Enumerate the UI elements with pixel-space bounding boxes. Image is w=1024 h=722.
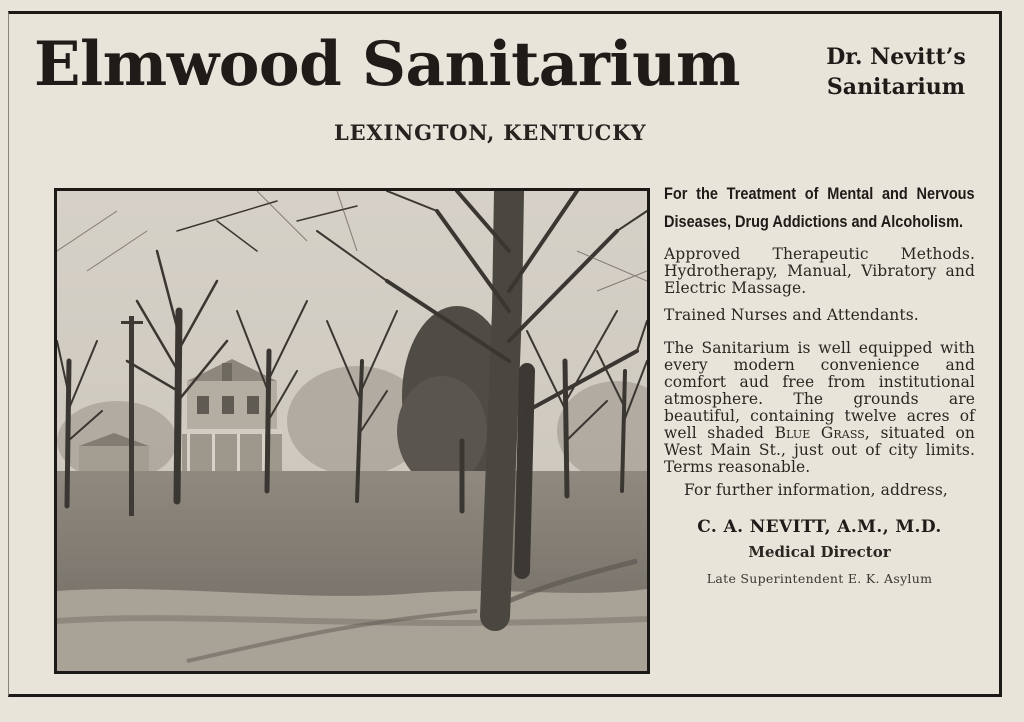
director-title: Medical Director xyxy=(748,543,891,561)
blue-grass-term: Blue Grass xyxy=(774,424,865,442)
description-paragraph xyxy=(664,340,975,476)
director-name: C. A. NEVITT, A.M., M.D. xyxy=(697,517,942,537)
page-title: Elmwood Sanitarium xyxy=(34,29,740,100)
text-column xyxy=(664,180,975,586)
location-heading: LEXINGTON, KENTUCKY xyxy=(334,120,647,145)
subtitle-line-1: Dr. Nevitt’s xyxy=(826,44,966,70)
description-start: The Sanitarium is well equipped with every modern convenience and comfort aud free from institutional atmosphere. The grounds are beautiful, containing twelve acres of well shaded xyxy=(664,339,975,442)
description-end: , situated on West Main St., just out of city limits. Terms reasonable. xyxy=(664,424,975,476)
director-note: Late Superintendent E. K. Asylum xyxy=(706,571,933,586)
staff-paragraph: Trained Nurses and Attendants. xyxy=(664,306,919,324)
lead-paragraph: For the Treatment of Mental and Nervous Diseases, Drug Addictions and Alcoholism. xyxy=(664,185,975,231)
contact-paragraph: For further information, address, xyxy=(684,481,948,499)
sanitarium-photograph xyxy=(54,188,650,674)
subtitle-line-2: Sanitarium xyxy=(826,74,966,100)
subtitle-block xyxy=(808,42,984,102)
methods-paragraph: Approved Therapeutic Methods. Hydrotherapy, Manual, Vibratory and Electric Massage. xyxy=(664,245,975,297)
